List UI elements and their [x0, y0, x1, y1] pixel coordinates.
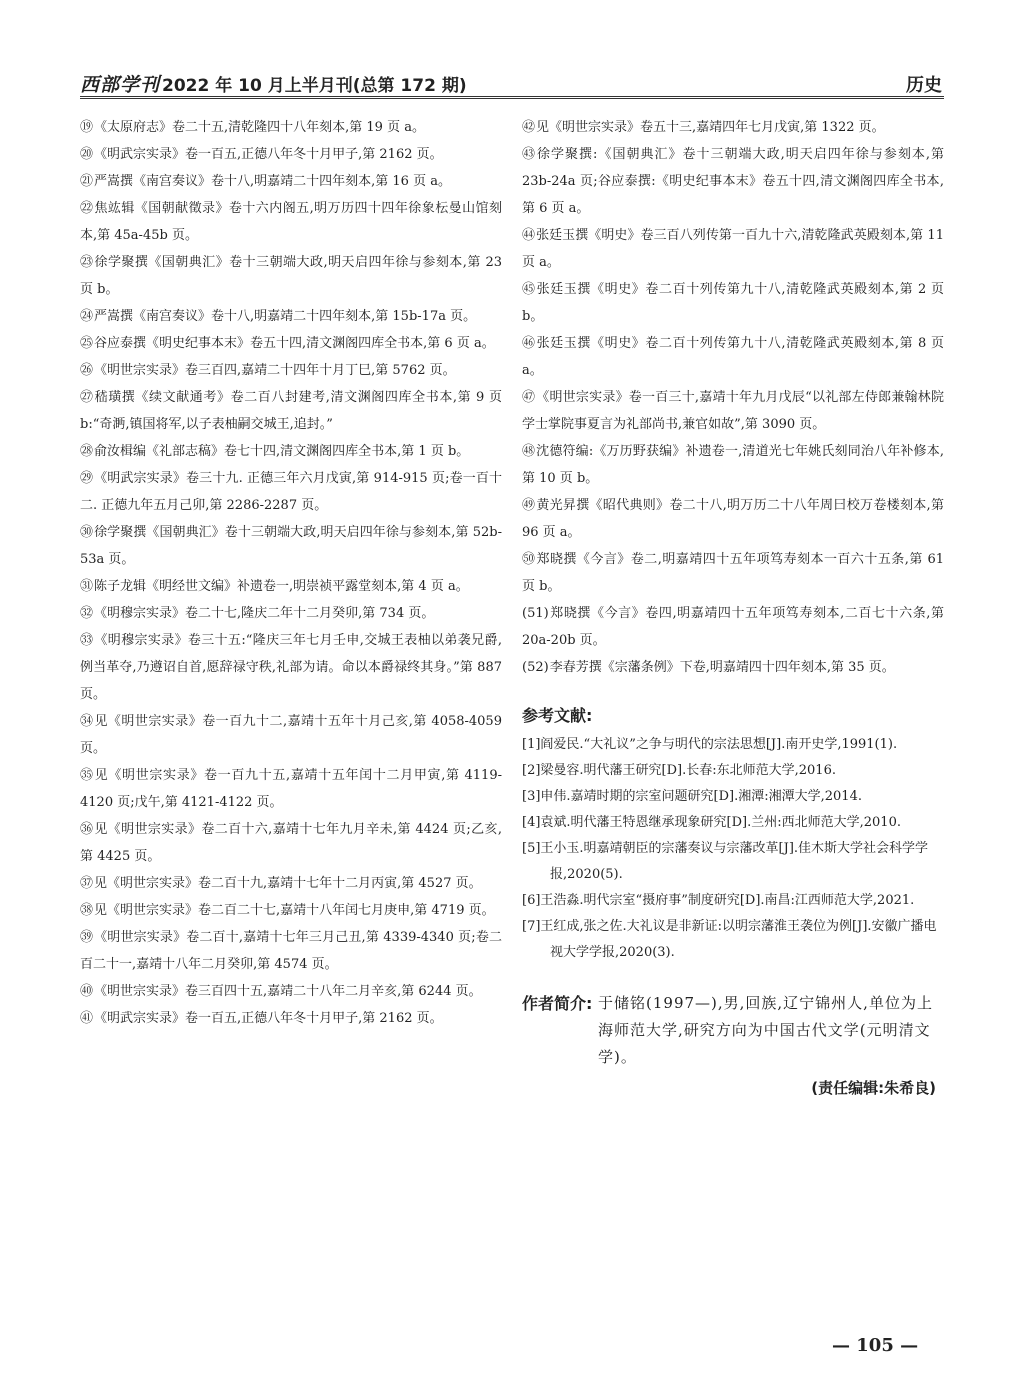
note-text: 《明世宗实录》卷二百十,嘉靖十七年三月己丑,第 4339-4340 页;卷二百二十一,嘉靖十八年二月癸卯,第 4574 页。 [80, 930, 502, 972]
note-text: 沈德符编:《万历野获编》补遗卷一,清道光七年姚氏刻同治八年补修本,第 10 页 b。 [522, 444, 944, 486]
note-number: ㉛ [80, 579, 94, 594]
note-number: ㊹ [522, 228, 536, 243]
endnote [80, 816, 502, 870]
reference-item: [2]梁曼容.明代藩王研究[D].长春:东北师范大学,2016. [522, 763, 836, 778]
note-text: 《明武宗实录》卷三十九. 正德三年六月戊寅,第 914-915 页;卷一百十二. 正德九年五月己卯,第 2286-2287 页。 [80, 471, 502, 513]
note-number: ㊽ [522, 444, 536, 459]
note-text: 张廷玉撰《明史》卷二百十列传第九十八,清乾隆武英殿刻本,第 8 页 a。 [522, 336, 944, 378]
note-text: 张廷玉撰《明史》卷二百十列传第九十八,清乾隆武英殿刻本,第 2 页 b。 [522, 282, 944, 324]
note-text: 《太原府志》卷二十五,清乾隆四十八年刻本,第 19 页 a。 [94, 120, 425, 135]
note-number: ㊶ [80, 1011, 94, 1026]
note-text: 徐学聚撰:《国朝典汇》卷十三朝端大政,明天启四年徐与参刻本,第 23b-24a 页;谷应泰撰:《明史纪事本末》卷五十四,清文渊阁四库全书本,第 6 页 a。 [522, 147, 944, 216]
note-text: 郑晓撰《今言》卷二,明嘉靖四十五年项笃寿刻本一百六十五条,第 61 页 b。 [522, 552, 944, 594]
note-number: ㉟ [80, 768, 94, 783]
note-number: ㊸ [522, 147, 537, 162]
author-bio-text: 于储铭(1997—),男,回族,辽宁锦州人,单位为上海师范大学,研究方向为中国古代文学(元明清文学)。 [598, 994, 933, 1066]
note-text: 《明世宗实录》卷三百四十五,嘉靖二十八年二月辛亥,第 6244 页。 [94, 984, 482, 999]
endnote [80, 384, 502, 438]
author-bio [522, 990, 944, 1071]
endnote [522, 654, 944, 681]
reference-item: [1]阎爱民.“大礼议”之争与明代的宗法思想[J].南开史学,1991(1). [522, 737, 898, 752]
note-number: ⑲ [80, 120, 94, 135]
endnote [80, 168, 502, 195]
note-text: 见《明世宗实录》卷二百十六,嘉靖十七年九月辛未,第 4424 页;乙亥,第 4425 页。 [80, 822, 502, 864]
endnote [80, 978, 502, 1005]
endnote [80, 195, 502, 249]
reference-item: [6]王浩淼.明代宗室“摄府事”制度研究[D].南昌:江西师范大学,2021. [522, 893, 915, 908]
endnote [80, 465, 502, 519]
note-text: 见《明世宗实录》卷五十三,嘉靖四年七月戊寅,第 1322 页。 [536, 120, 885, 135]
responsible-editor: (责任编辑:朱希良) [811, 1079, 936, 1097]
note-number: ㉘ [80, 444, 94, 459]
endnote [80, 438, 502, 465]
journal-logo: 西部学刊 [80, 74, 161, 96]
note-number: ㊱ [80, 822, 94, 837]
note-text: 见《明世宗实录》卷二百十九,嘉靖十七年十二月丙寅,第 4527 页。 [94, 876, 482, 891]
note-number: ㊲ [80, 876, 94, 891]
note-text: 徐学聚撰《国朝典汇》卷十三朝端大政,明天启四年徐与参刻本,第 23 页 b。 [80, 255, 502, 297]
endnote [522, 276, 944, 330]
note-number: ㉜ [80, 606, 94, 621]
note-text: 嵇璜撰《续文献通考》卷二百八封建考,清文渊阁四库全书本,第 9 页 b:“奇㴐,镇国将军,以子表柚嗣交城王,追封。” [80, 390, 502, 432]
endnote [80, 1005, 502, 1032]
note-number: ㊵ [80, 984, 94, 999]
endnote [522, 492, 944, 546]
reference-item: [5]王小玉.明嘉靖朝臣的宗藩奏议与宗藩改革[J].佳木斯大学社会科学学报,2020(5). [522, 841, 929, 882]
note-text: 张廷玉撰《明史》卷三百八列传第一百九十六,清乾隆武英殿刻本,第 11 页 a。 [522, 228, 944, 270]
endnote [80, 303, 502, 330]
note-number: ㊼ [522, 390, 536, 405]
endnote [80, 870, 502, 897]
endnote [80, 114, 502, 141]
note-text: 徐学聚撰《国朝典汇》卷十三朝端大政,明天启四年徐与参刻本,第 52b-53a 页。 [80, 525, 502, 567]
note-text: 李春芳撰《宗藩条例》下卷,明嘉靖四十四年刻本,第 35 页。 [549, 660, 895, 675]
reference-item: [3]申伟.嘉靖时期的宗室问题研究[D].湘潭:湘潭大学,2014. [522, 789, 862, 804]
endnote [80, 141, 502, 168]
note-text: 《明穆宗实录》卷三十五:“隆庆三年七月壬申,交城王表柚以弟袭兄爵,例当革夺,乃遵诏自首,愿辞禄守秩,礼部为请。命以本爵禄终其身。”第 887 页。 [80, 633, 502, 702]
endnote [522, 384, 944, 438]
note-number: ㊴ [80, 930, 94, 945]
reference-item: [4]袁斌.明代藩王特恩继承现象研究[D].兰州:西北师范大学,2010. [522, 815, 901, 830]
reference-item: [7]王红成,张之佐.大礼议是非新证:以明宗藩淮王袭位为例[J].安徽广播电视大学学报,2020(3). [522, 919, 937, 960]
note-text: 俞汝楫编《礼部志稿》卷七十四,清文渊阁四库全书本,第 1 页 b。 [94, 444, 470, 459]
note-text: 严嵩撰《南宫奏议》卷十八,明嘉靖二十四年刻本,第 16 页 a。 [94, 174, 451, 189]
endnote [80, 519, 502, 573]
endnote [522, 600, 944, 654]
note-number: ㉖ [80, 363, 94, 378]
note-text: 《明武宗实录》卷一百五,正德八年冬十月甲子,第 2162 页。 [94, 1011, 443, 1026]
endnote [80, 573, 502, 600]
note-text: 《明世宗实录》卷一百三十,嘉靖十年九月戊辰“以礼部左侍郎兼翰林院学士掌院事夏言为礼部尚书,兼官如故”,第 3090 页。 [522, 390, 944, 432]
note-text: 焦竑辑《国朝献徵录》卷十六内阁五,明万历四十四年徐象枟曼山馆刻本,第 45a-45b 页。 [80, 201, 502, 243]
endnote [522, 438, 944, 492]
note-number: ㉒ [80, 201, 94, 216]
note-number: ㉕ [80, 336, 94, 351]
page-header [80, 68, 944, 99]
endnote [80, 762, 502, 816]
endnote [80, 330, 502, 357]
note-text: 严嵩撰《南宫奏议》卷十八,明嘉靖二十四年刻本,第 15b-17a 页。 [94, 309, 477, 324]
note-text: 见《明世宗实录》卷二百二十七,嘉靖十八年闰七月庚申,第 4719 页。 [94, 903, 495, 918]
notes-left-column [80, 114, 502, 1032]
references-heading: 参考文献: [522, 706, 593, 725]
endnote [522, 141, 944, 222]
note-number: ㊻ [522, 336, 536, 351]
section-name: 历史 [906, 75, 942, 96]
endnote [522, 330, 944, 384]
notes-right-column [522, 114, 944, 1098]
endnote [522, 114, 944, 141]
note-text: 见《明世宗实录》卷一百九十五,嘉靖十五年闰十二月甲寅,第 4119-4120 页;戊午,第 4121-4122 页。 [80, 768, 502, 810]
note-number: ㉓ [80, 255, 94, 270]
author-bio-label: 作者简介: [522, 994, 593, 1013]
page-number: — 105 — [832, 1335, 919, 1356]
endnote [80, 357, 502, 384]
note-number: ㉞ [80, 714, 94, 729]
note-number: ㉚ [80, 525, 94, 540]
endnote [80, 627, 502, 708]
issue-info: 2022 年 10 月上半月刊(总第 172 期) [162, 76, 467, 96]
note-text: 《明穆宗实录》卷二十七,隆庆二年十二月癸卯,第 734 页。 [94, 606, 435, 621]
note-number: ㊷ [522, 120, 536, 135]
note-number: ㊺ [522, 282, 536, 297]
note-number: (51) [522, 606, 549, 621]
endnote [80, 897, 502, 924]
note-text: 谷应泰撰《明史纪事本末》卷五十四,清文渊阁四库全书本,第 6 页 a。 [94, 336, 495, 351]
note-text: 《明武宗实录》卷一百五,正德八年冬十月甲子,第 2162 页。 [94, 147, 443, 162]
note-text: 黄光昇撰《昭代典则》卷二十八,明万历二十八年周曰校万卷楼刻本,第 96 页 a。 [522, 498, 944, 540]
note-text: 《明世宗实录》卷三百四,嘉靖二十四年十月丁巳,第 5762 页。 [94, 363, 456, 378]
endnote [80, 924, 502, 978]
note-number: ㉔ [80, 309, 94, 324]
note-text: 陈子龙辑《明经世文编》补遗卷一,明崇祯平露堂刻本,第 4 页 a。 [94, 579, 469, 594]
note-number: ㊾ [522, 498, 536, 513]
endnote [80, 708, 502, 762]
note-number: ㊳ [80, 903, 94, 918]
endnote [522, 222, 944, 276]
note-number: (52) [522, 660, 549, 675]
endnote [80, 249, 502, 303]
note-number: ㊿ [522, 552, 536, 567]
note-number: ㉝ [80, 633, 94, 648]
note-number: ㉑ [80, 174, 94, 189]
note-number: ⑳ [80, 147, 94, 162]
note-text: 郑晓撰《今言》卷四,明嘉靖四十五年项笃寿刻本,二百七十六条,第 20a-20b 页。 [522, 606, 944, 648]
note-text: 见《明世宗实录》卷一百九十二,嘉靖十五年十月己亥,第 4058-4059 页。 [80, 714, 502, 756]
note-number: ㉙ [80, 471, 94, 486]
endnote [522, 546, 944, 600]
note-number: ㉗ [80, 390, 94, 405]
endnote [80, 600, 502, 627]
